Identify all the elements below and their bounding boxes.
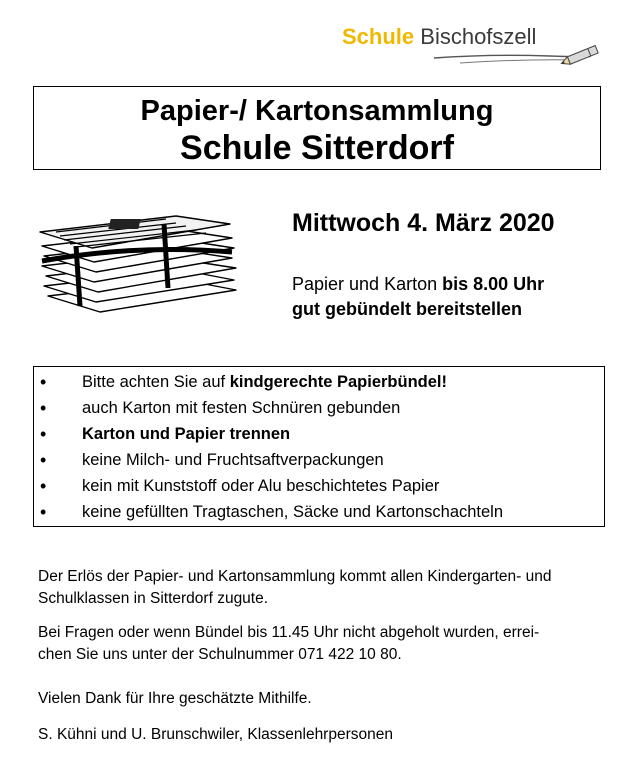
pickup-info xyxy=(292,272,544,322)
rule-text-normal: auch Karton mit festen Schnüren gebunden xyxy=(82,399,401,417)
pickup-line-1 xyxy=(292,272,544,297)
list-item xyxy=(34,499,604,525)
pickup-time: bis 8.00 Uhr xyxy=(442,274,545,294)
newspaper-bundle-icon xyxy=(36,206,246,324)
rules-box xyxy=(33,366,605,527)
list-item xyxy=(34,395,604,421)
pickup-instruction: gut gebündelt bereitstellen xyxy=(292,299,523,319)
rule-text xyxy=(82,369,447,395)
contact-line-2: chen Sie uns unter der Schulnummer 071 422 10 80. xyxy=(38,646,402,663)
pencil-icon xyxy=(430,42,604,68)
pickup-text: Papier und Karton xyxy=(292,274,443,294)
rule-text xyxy=(82,447,384,473)
rule-text-normal: kein mit Kunststoff oder Alu beschichtetes Papier xyxy=(82,477,440,495)
school-logo xyxy=(342,22,604,68)
thanks-text: Vielen Dank für Ihre geschätzte Mithilfe. xyxy=(38,690,312,707)
logo-text-light: Bischofszell xyxy=(420,24,537,49)
bullet-icon: • xyxy=(40,398,47,418)
rule-text-normal: keine gefüllten Tragtaschen, Säcke und Kartonschachteln xyxy=(82,503,504,521)
list-item xyxy=(34,369,604,395)
signature-text: S. Kühni und U. Brunschwiler, Klassenlehrpersonen xyxy=(38,726,393,743)
proceeds-line-1: Der Erlös der Papier- und Kartonsammlung kommt allen Kindergarten- und xyxy=(38,568,552,585)
list-item xyxy=(34,473,604,499)
contact-paragraph xyxy=(38,622,608,666)
rule-text xyxy=(82,395,400,421)
rule-text xyxy=(82,421,290,447)
list-item xyxy=(34,447,604,473)
bullet-icon: • xyxy=(40,372,47,392)
rule-text-normal: Bitte achten Sie auf xyxy=(82,373,230,391)
rules-list xyxy=(34,369,604,525)
rule-text-normal: keine Milch- und Fruchtsaftverpackungen xyxy=(82,451,384,469)
title-box xyxy=(33,86,601,170)
proceeds-paragraph xyxy=(38,566,608,610)
bullet-icon: • xyxy=(40,450,47,470)
pickup-line-2 xyxy=(292,297,544,322)
bullet-icon: • xyxy=(40,476,47,496)
event-date: Mittwoch 4. März 2020 xyxy=(292,209,555,237)
title-line-1: Papier-/ Kartonsammlung xyxy=(140,95,494,127)
bullet-icon: • xyxy=(40,502,47,522)
rule-text xyxy=(82,499,503,525)
proceeds-line-2: Schulklassen in Sitterdorf zugute. xyxy=(38,590,269,607)
rule-text xyxy=(82,473,439,499)
rule-text-bold: kindgerechte Papierbündel! xyxy=(229,373,447,391)
rule-text-bold: Karton und Papier trennen xyxy=(82,425,291,443)
title-line-2: Schule Sitterdorf xyxy=(180,129,454,167)
logo-text-strong: Schule xyxy=(342,24,415,49)
list-item xyxy=(34,421,604,447)
contact-line-1: Bei Fragen oder wenn Bündel bis 11.45 Uhr nicht abgeholt wurden, errei- xyxy=(38,624,540,641)
bullet-icon: • xyxy=(40,424,47,444)
